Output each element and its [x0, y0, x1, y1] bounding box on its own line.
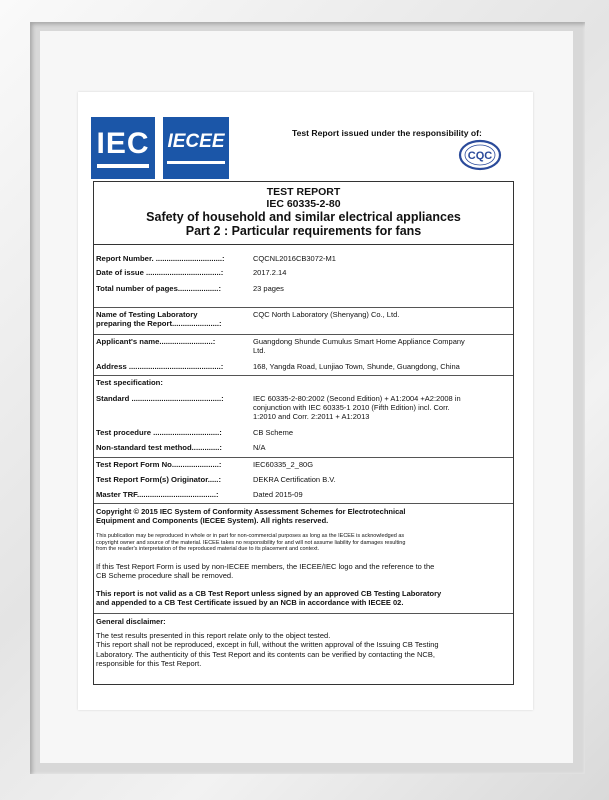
- validity-notice: This report is not valid as a CB Test Report unless signed by an approved CB Testing Laboratory and appended to a CB Test Certificate issued by an NCB in accordance with IECEE 02.: [96, 589, 442, 608]
- form-originator: DEKRA Certification B.V.: [253, 475, 336, 484]
- title-line-safety: Safety of household and similar electrical appliances: [146, 210, 461, 224]
- iec-logo: [91, 117, 155, 179]
- responsibility-text: Test Report issued under the responsibility of:: [292, 128, 482, 138]
- issue-date: 2017.2.14: [253, 268, 287, 277]
- form-number: IEC60335_2_80G: [253, 460, 314, 469]
- disclaimer-text: The test results presented in this report relate only to the object tested. This report shall not be reproduced, except in full, without the written approval of the Issuing CB Testing Laboratory. The authenticity of this Test Report and its contents can be verified by contacting the NCB, responsible for this Test Report.: [96, 631, 439, 669]
- report-title: TEST REPORT: [266, 186, 341, 198]
- reproduction-notice: This publication may be reproduced in whole or in part for non-commercial purposes as long as the IECEE is acknowledged as copyright owner and source of the material. IECEE takes no responsibility for and will not assume liability for damages resulting from the reader's interpretation of the reproduced material due to its placement and context.: [96, 533, 406, 553]
- standard-number: IEC 60335-2-80: [266, 198, 341, 210]
- nonstandard-method: N/A: [253, 443, 266, 452]
- cqc-logo: [458, 139, 502, 171]
- title-line-part2: Part 2 : Particular requirements for fans: [185, 224, 422, 238]
- master-trf: Dated 2015-09: [253, 490, 303, 499]
- total-pages: 23 pages: [253, 284, 284, 293]
- lab-name: CQC North Laboratory (Shenyang) Co., Ltd.: [253, 310, 400, 319]
- applicant-name: Guangdong Shunde Cumulus Smart Home Appliance Company: [253, 337, 465, 346]
- standard-line-2: conjunction with IEC 60335-1 2010 (Fifth Edition) incl. Corr.: [253, 403, 450, 412]
- report-title-box: [93, 181, 514, 244]
- non-iecee-notice: If this Test Report Form is used by non-IECEE members, the IECEE/IEC logo and the reference to the CB Scheme procedure shall be removed.: [96, 562, 435, 581]
- test-procedure: CB Scheme: [253, 428, 294, 437]
- cqc-logo-text: CQC: [467, 150, 493, 162]
- standard-line-3: 1:2010 and Corr. 2:2011 + A1:2013: [253, 412, 370, 421]
- copyright-notice: Copyright © 2015 IEC System of Conformity Assessment Schemes for Electrotechnical Equipment and Components (IECEE System). All rights reserved.: [96, 507, 406, 526]
- iecee-logo-text: IECEE: [167, 131, 225, 152]
- report-number: CQCNL2016CB3072-M1: [253, 254, 336, 263]
- report-details-table: Report Number. ...............................: CQCNL2016CB3072-M1 Date of issue ...................................: 2017.2.14 Total number of pages...................: 23 pages Name of Testing Laboratory CQC North Laboratory (Shenyang) Co., Ltd. preparing the Report......................: Applicant's name.........................: Guangdong Shunde Cumulus Smart Home Appliance Company Ltd. Address ...........................................: 168, Yangda Road, Lunjiao Town, Shunde, Guangdong, China Test specification: Standard ..........................................: IEC 60335-2-80:2002 (Second Edition) + A1:2004 +A2:2008 in conjunction with IEC 60335-1 2010 (Fifth Edition) incl. Corr. 1:2010 and Corr. 2:2011 + A1:2013 Test procedure ...............................: CB Scheme Non-standard test method.............: N/A Test Report Form No......................: IEC60335_2_80G Test Report Form(s) Originator.....: DEKRA Certification B.V. Master TRF.....................................: Dated 2015-09 Copyright © 2015 IEC System of Conformity Assessment Schemes for Electrotechnical Equipment and Components (IECEE System). All rights reserved. This publication may be reproduced in whole or in part for non-commercial purposes as long as the IECEE is acknowledged as copyright owner and source of the material. IECEE takes no responsibility for and will not assume liability for damages resulting from the reader's interpretation of the reproduced material due to its placement and context. If this Test Report Form is used by non-IECEE members, the IECEE/IEC logo and the reference to the CB Scheme procedure shall be removed. This report is not valid as a CB Test Report unless signed by an approved CB Testing Laboratory and appended to a CB Test Certificate issued by an NCB in accordance with IECEE 02. General disclaimer: The test results presented in this report relate only to the object tested. This report shall not be reproduced, except in full, without the written approval of the Issuing CB Testing Laboratory. The authenticity of this Test Report and its contents can be verified by contacting the NCB, responsible for this Test Report.: [93, 244, 514, 685]
- standard-line-1: IEC 60335-2-80:2002 (Second Edition) + A1:2004 +A2:2008 in: [253, 394, 461, 403]
- disclaimer-heading: General disclaimer:: [96, 617, 166, 626]
- iecee-logo: [163, 117, 229, 179]
- address: 168, Yangda Road, Lunjiao Town, Shunde, Guangdong, China: [253, 362, 460, 371]
- iec-logo-text: IEC: [96, 127, 150, 160]
